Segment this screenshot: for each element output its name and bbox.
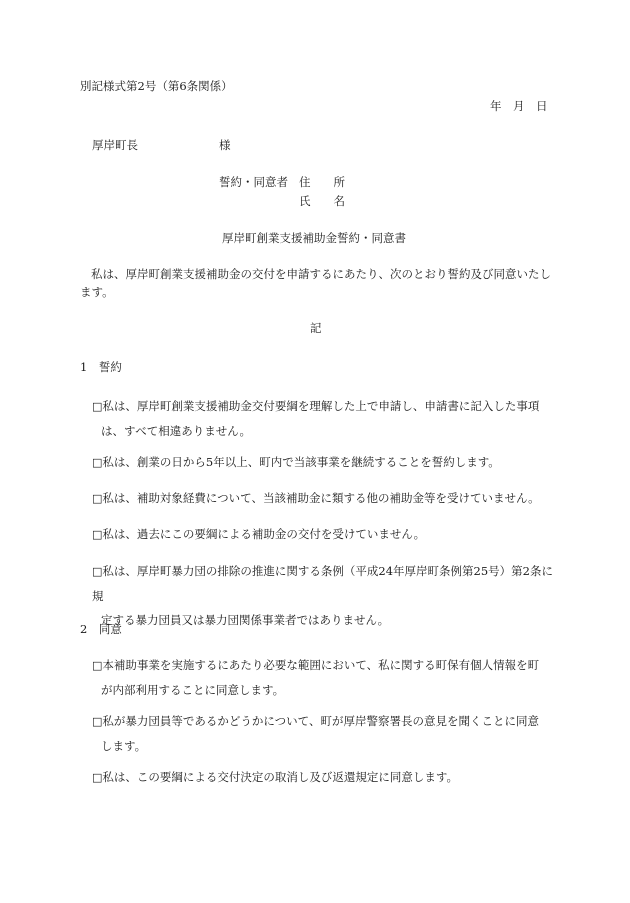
addressee-name: 厚岸町長 (92, 138, 138, 152)
date-line: 年 月 日 (490, 99, 548, 113)
pledge-item-text: 私は、補助対象経費について、当該補助金に類する他の補助金等を受けていません。 (102, 491, 540, 505)
checkbox-icon[interactable]: □ (92, 400, 103, 413)
consent-item-text: 本補助事業を実施するにあたり必要な範囲において、私に関する町保有個人情報を町 (102, 658, 540, 672)
pledge-item-text: 私は、厚岸町暴力団の排除の推進に関する条例（平成24年厚岸町条例第25号）第2条に規 (92, 564, 553, 603)
consent-item-text-cont: します。 (101, 739, 147, 753)
address-label: 住 所 (299, 175, 345, 189)
pledge-item-2[interactable] (92, 450, 558, 475)
checkbox-icon[interactable]: □ (92, 492, 103, 505)
consent-item-text: 私は、この要綱による交付決定の取消し及び返還規定に同意します。 (102, 770, 458, 784)
pledge-item-text: 私は、厚岸町創業支援補助金交付要綱を理解した上で申請し、申請書に記入した事項 (102, 399, 540, 413)
pledge-item-text-cont: は、すべて相違ありません。 (101, 424, 251, 438)
checkbox-icon[interactable]: □ (92, 659, 103, 672)
consent-item-3[interactable] (92, 765, 558, 790)
pledge-item-3[interactable] (92, 486, 558, 511)
intro-paragraph: 私は、厚岸町創業支援補助金の交付を申請するにあたり、次のとおり誓約及び同意いたします。 (80, 267, 551, 299)
pledge-item-text: 私は、創業の日から5年以上、町内で当該事業を継続することを誓約します。 (102, 455, 500, 469)
checkbox-icon[interactable]: □ (92, 528, 103, 541)
section-heading-consent: 2 同意 (80, 622, 122, 636)
name-label: 氏 名 (299, 194, 345, 208)
pledge-item-text: 私は、過去にこの要綱による補助金の交付を受けていません。 (102, 527, 426, 541)
pledge-item-1[interactable] (92, 394, 558, 443)
applicant-role-label: 誓約・同意者 (219, 175, 288, 189)
addressee-honorific: 様 (219, 138, 231, 152)
checkbox-icon[interactable]: □ (92, 771, 103, 784)
pledge-item-4[interactable] (92, 522, 558, 547)
ki-marker: 記 (310, 321, 322, 335)
form-number: 別記様式第2号（第6条関係） (80, 79, 233, 93)
section-heading-pledge: 1 誓約 (80, 360, 122, 374)
pledge-item-5[interactable] (92, 559, 558, 632)
consent-item-text: 私が暴力団員等であるかどうかについて、町が厚岸警察署長の意見を聞くことに同意 (102, 714, 539, 728)
checkbox-icon[interactable]: □ (92, 715, 103, 728)
document-title: 厚岸町創業支援補助金誓約・同意書 (222, 231, 406, 245)
checkbox-icon[interactable]: □ (92, 565, 103, 578)
consent-item-text-cont: が内部利用することに同意します。 (101, 683, 285, 697)
consent-item-1[interactable] (92, 653, 558, 702)
checkbox-icon[interactable]: □ (92, 456, 103, 469)
consent-item-2[interactable] (92, 709, 558, 758)
pledge-item-text-cont: 定する暴力団員又は暴力団関係事業者ではありません。 (101, 613, 390, 627)
